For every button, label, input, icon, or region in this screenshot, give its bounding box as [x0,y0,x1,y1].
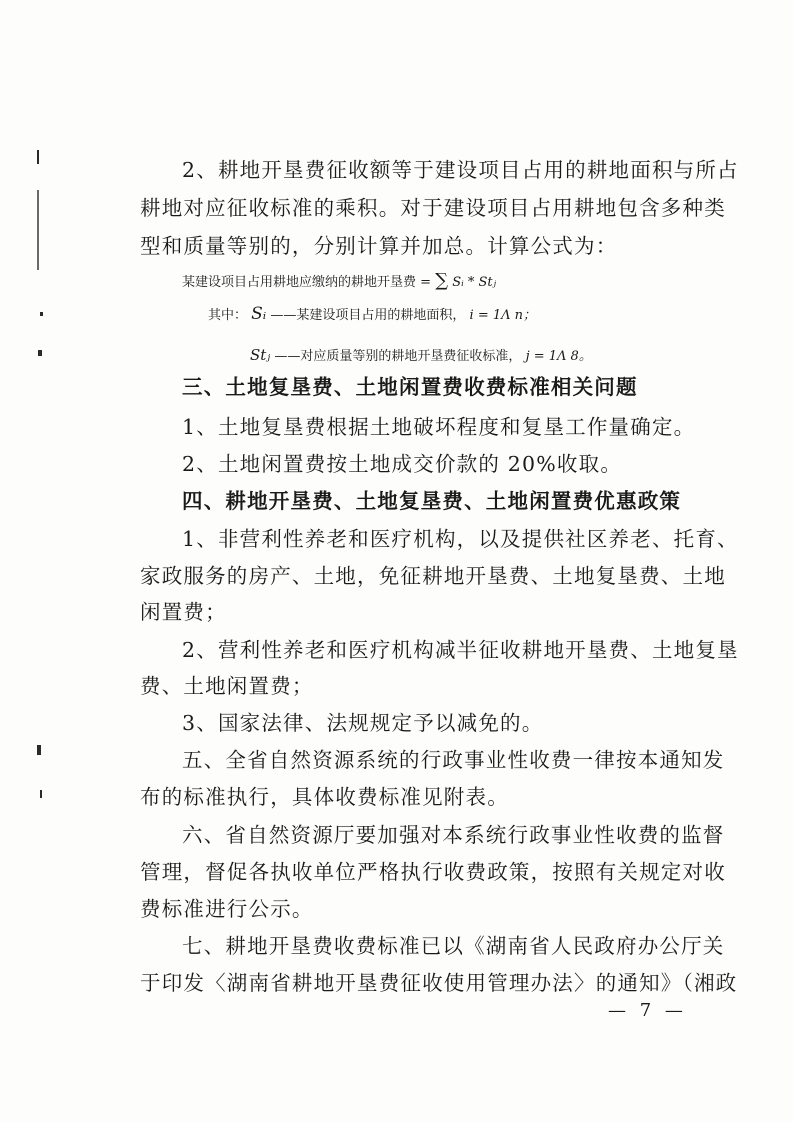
paragraph-line: 于印发〈湖南省耕地开垦费征收使用管理办法〉的通知》（湘政 [140,971,738,995]
paragraph-line: 2、土地闲置费按土地成交价款的 20%收取。 [182,452,623,476]
paragraph-line: 耕地对应征收标准的乘积。对于建设项目占用耕地包含多种类 [140,196,726,220]
formula-equals: = [420,275,432,290]
st-description: ——对应质量等别的耕地开垦费征收标准， [274,349,522,364]
formula-main [182,271,496,293]
paragraph-line: 2、营利性养老和医疗机构减半征收耕地开垦费、土地复垦 [182,638,739,662]
scan-mark [37,150,39,164]
formula-where-s [208,304,536,326]
s-symbol: Sᵢ [251,304,267,324]
scan-mark [37,190,39,270]
paragraph-line: 1、土地复垦费根据土地破坏程度和复垦工作量确定。 [182,415,696,439]
scan-mark [40,312,43,316]
paragraph-line: 型和质量等别的，分别计算并加总。计算公式为： [140,234,618,258]
scan-mark [37,745,41,755]
sigma-symbol: ∑ [435,270,449,291]
paragraph-line: 1、非营利性养老和医疗机构，以及提供社区养老、托育、 [182,527,739,551]
paragraph-line: 家政服务的房产、土地，免征耕地开垦费、土地复垦费、土地 [140,564,726,588]
s-range: i = 1Λ n； [469,308,537,323]
formula-lhs: 某建设项目占用耕地应缴纳的耕地开垦费 [182,275,417,290]
paragraph-line: 费标准进行公示。 [140,897,314,921]
paragraph-line: 布的标准执行，具体收费标准见附表。 [140,785,509,809]
paragraph-line: 费、土地闲置费； [140,674,314,698]
page-number: — 7 — [608,1000,687,1021]
paragraph-line: 3、国家法律、法规规定予以减免的。 [182,711,544,735]
paragraph-line: 五、全省自然资源系统的行政事业性收费一律按本通知发 [182,748,725,772]
section-heading: 三、土地复垦费、土地闲置费收费标准相关问题 [182,375,638,399]
st-range: j = 1Λ 8。 [525,349,592,364]
formula-where-st [250,345,592,367]
formula-rhs: Sᵢ * Stⱼ [452,275,497,290]
s-description: ——某建设项目占用的耕地面积， [270,308,466,323]
paragraph-line: 管理，督促各执收单位严格执行收费政策，按照有关规定对收 [140,860,726,884]
scan-mark [38,350,42,356]
scan-mark [40,790,42,798]
section-heading: 四、耕地开垦费、土地复垦费、土地闲置费优惠政策 [182,489,682,513]
paragraph-line: 2、耕地开垦费征收额等于建设项目占用的耕地面积与所占 [182,158,739,182]
paragraph-line: 七、耕地开垦费收费标准已以《湖南省人民政府办公厅关 [182,934,725,958]
st-symbol: Stⱼ [250,346,271,364]
paragraph-line: 六、省自然资源厅要加强对本系统行政事业性收费的监督 [182,823,725,847]
paragraph-line: 闲置费； [140,600,227,624]
where-prefix: 其中： [208,308,248,323]
